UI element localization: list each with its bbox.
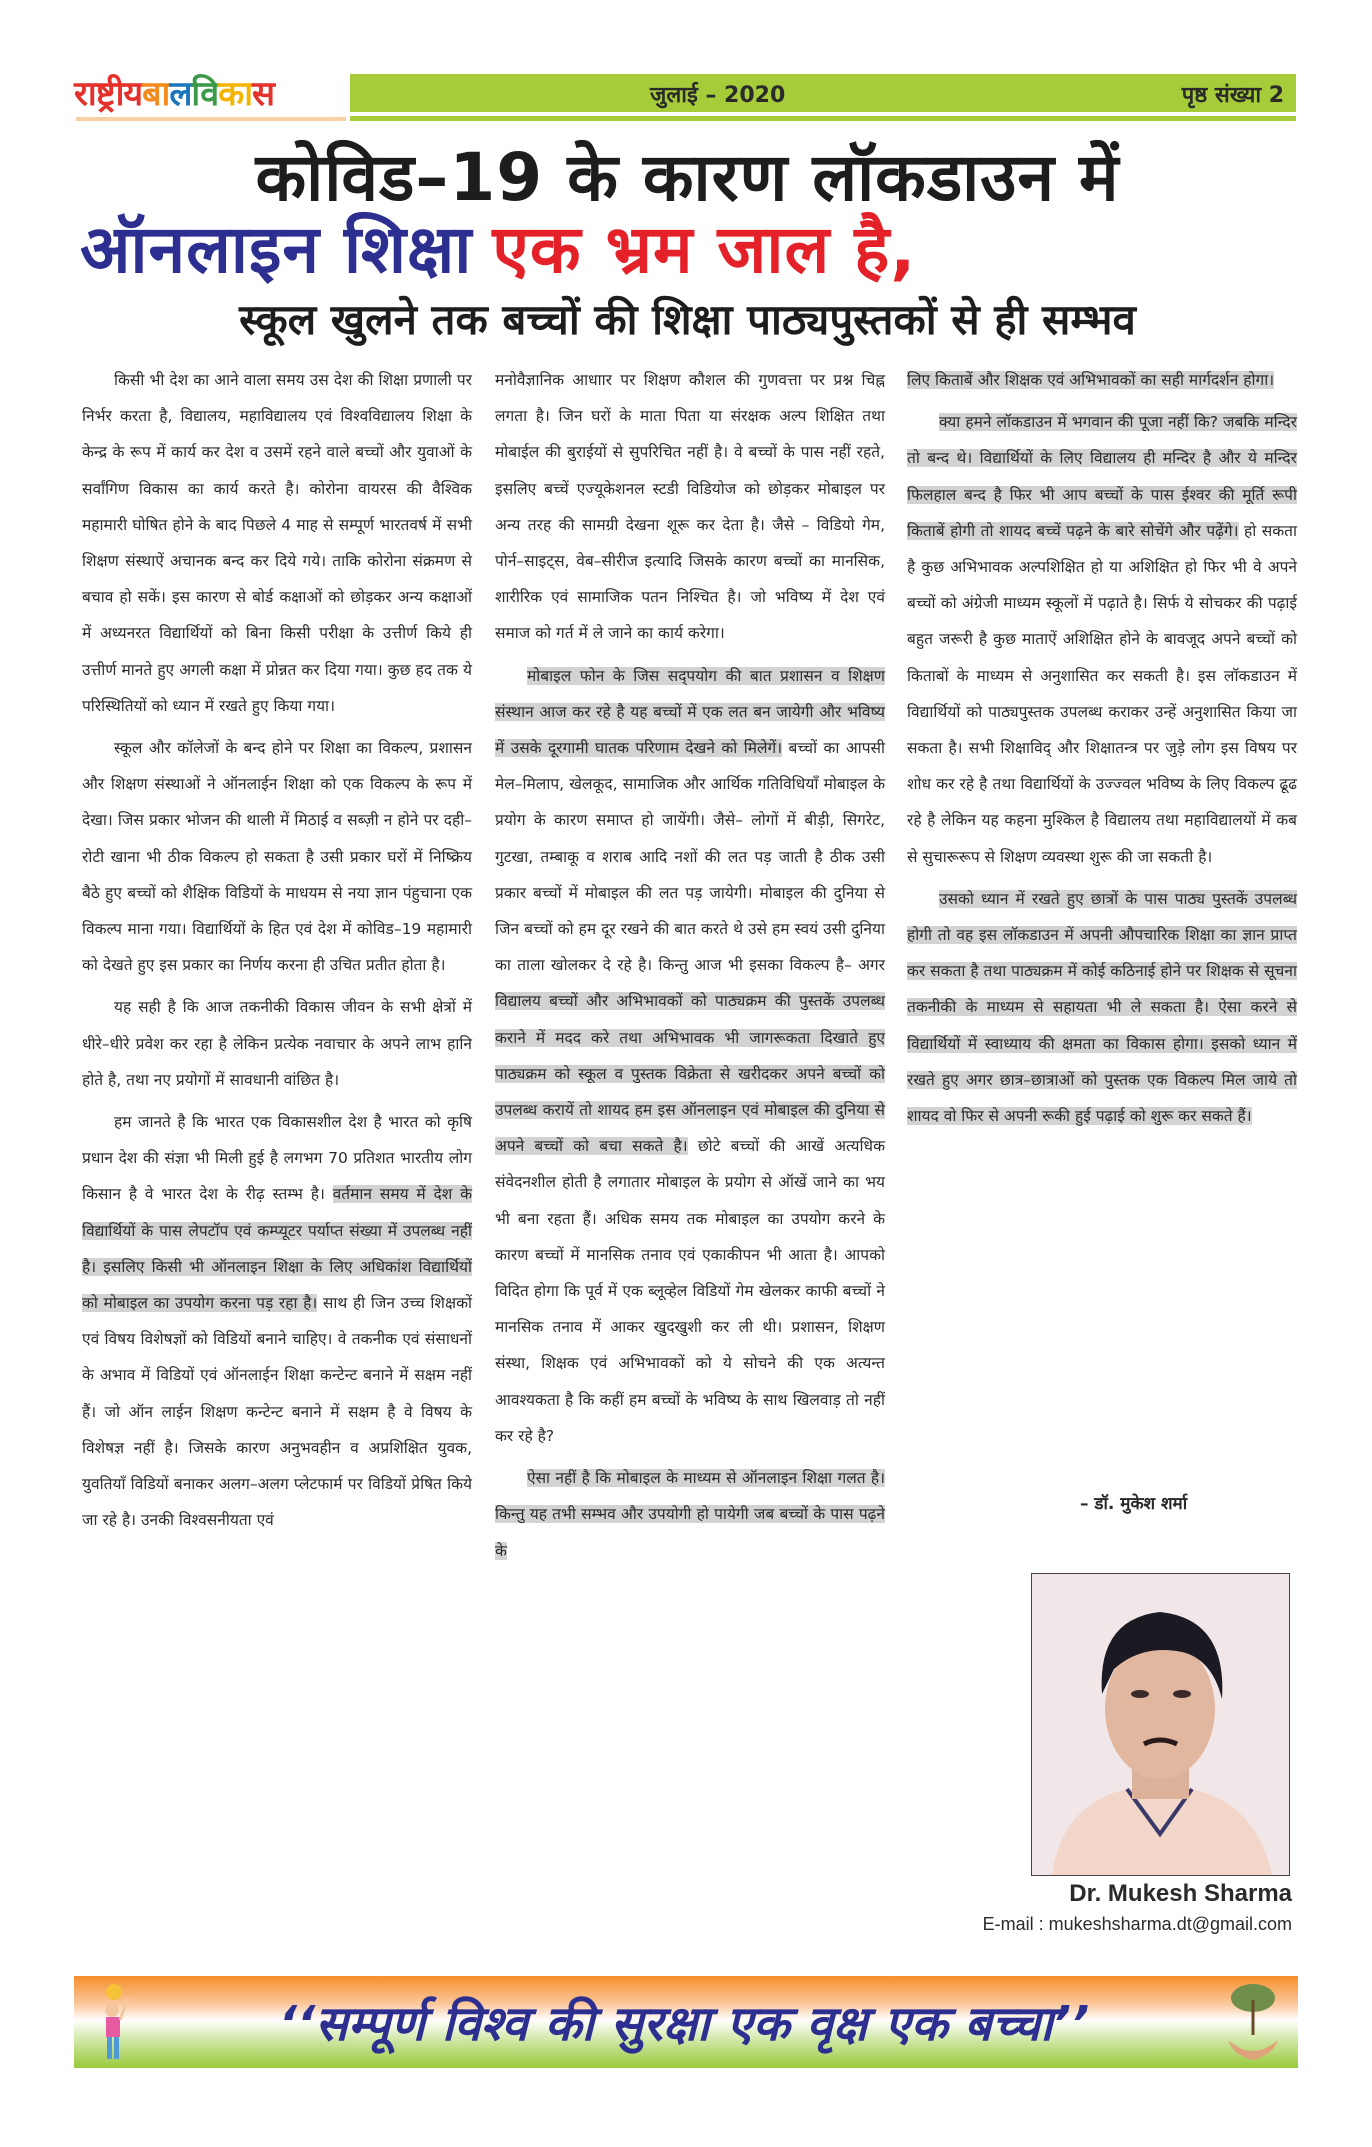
header-bar bbox=[350, 74, 1296, 112]
article-paragraph bbox=[495, 362, 885, 652]
logo-part: वि bbox=[191, 74, 219, 114]
article-column-3 bbox=[907, 362, 1297, 1140]
subheadline: स्कूल खुलने तक बच्चों की शिक्षा पाठ्यपुस्तकों से ही सम्भव bbox=[239, 295, 1136, 344]
article-paragraph bbox=[495, 1460, 885, 1569]
highlighted-text: विद्यालय बच्चों और अभिभावकों को पाठ्यक्रम की पुस्तकें उपलब्ध कराने में मदद करे तथा अभिभावक भी जागरूकता दिखाते हुए पाठ्यक्रम को स्कूल व पुस्तक विक्रेता से खरीदकर अपने बच्चों को उपलब्ध करायें तो शायद हम इस ऑनलाइन एवं मोबाइल की दुनिया से अपने बच्चों को बचा सकते है। bbox=[495, 992, 885, 1156]
header-rule bbox=[350, 116, 1296, 121]
article-paragraph bbox=[82, 362, 472, 724]
highlighted-text: लिए किताबें और शिक्षक एवं अभिभावकों का सही मार्गदर्शन होगा। bbox=[907, 371, 1275, 389]
slogan-banner bbox=[74, 1976, 1298, 2068]
masthead bbox=[74, 72, 1296, 122]
highlighted-text: वर्तमान समय में देश के विद्यार्थियों के पास लेपटॉप एवं कम्प्यूटर पर्याप्त संख्या में उपलब्ध नहीं है। इसलिए किसी भी ऑनलाइन शिक्षा के लिए अधिकांश विद्यार्थियों को मोबाइल का उपयोग करना पड़ रहा है। bbox=[82, 1185, 473, 1313]
logo-part: का bbox=[218, 74, 253, 114]
article-paragraph bbox=[82, 989, 472, 1098]
body-text: मनोवैज्ञानिक आधाार पर शिक्षण कौशल की गुणवत्ता पर प्रश्न चिह्न लगता है। जिन घरों के माता पिता या संरक्षक अल्प शिक्षित तथा मोबाईल की बुराईयों से सुपरिचित नहीं है। वे बच्चों के पास नहीं रहते, इसलिए बच्चें एज्यूकेशनल स्टडी विडियोज को छोड़कर मोबाइल पर अन्य तरह की सामग्री देखना शूरू कर देता है। जैसे – विडियो गेम, पोर्न–साइट्स, वेब–सीरीज इत्यादि जिसके कारण बच्चों का मानसिक, शारीरिक एवं सामाजिक पतन निश्चित है। जो भविष्य में देश एवं समाज को गर्त में ले जाने का कार्य करेगा। bbox=[495, 371, 885, 643]
slogan-text: ‘‘सम्पूर्ण विश्व की सुरक्षा एक वृक्ष एक बच्चा’’ bbox=[278, 1996, 1090, 2052]
body-text: किसी भी देश का आने वाला समय उस देश की शिक्षा प्रणाली पर निर्भर करता है, विद्यालय, महाविद्यालय एवं विश्वविद्यालय शिक्षा के केन्द्र के रूप में कार्य कर देश व उसमें रहने वाले बच्चों और युवाओं के सर्वांगिण विकास का कार्य करते है। कोरोना वायरस की वैश्विक महामारी घोषित होने के बाद पिछले 4 माह से सम्पूर्ण भारतवर्ष में सभी शिक्षण संस्थाऐं अचानक बन्द कर दिये गये। ताकि कोरोना संक्रमण से बचाव हो सकें। इस कारण से बोर्ड कक्षाओं को छोड़कर अन्य कक्षाओं में अध्यनरत विद्यार्थियों को बिना किसी परीक्षा के उत्तीर्ण किये ही उत्तीर्ण मानते हुए अगली कक्षा में प्रोन्नत कर दिया गया। कुछ हद तक ये परिस्थितियों को ध्यान में रखते हुए किया गया। bbox=[82, 371, 472, 715]
logo-part: बा bbox=[142, 74, 170, 114]
article-paragraph bbox=[907, 362, 1297, 398]
logo-part: ल bbox=[169, 74, 192, 114]
article-column-1 bbox=[82, 362, 472, 1545]
article-paragraph bbox=[495, 658, 885, 1454]
highlighted-text: उसको ध्यान में रखते हुए छात्रों के पास पाठ्य पुस्तकें उपलब्ध होगी तो वह इस लॉकडाउन में अपनी औपचारिक शिक्षा का ज्ञान प्राप्त कर सकता है तथा पाठ्यक्रम में कोई कठिनाई होने पर शिक्षक से सूचना तकनीकी के माध्यम से सहायता भी ले सकता है। ऐसा करने से विद्यार्थियों में स्वाध्याय की क्षमता का विकास होगा। इसको ध्यान में रखते हुए अगर छात्र–छात्राओं को पुस्तक एक विकल्प मिल जाये तो शायद वो फिर से अपनी रूकी हुई पढ़ाई को शुरू कर सकते हैं। bbox=[907, 889, 1298, 1126]
publication-logo bbox=[74, 72, 274, 120]
body-text: बच्चों का आपसी मेल–मिलाप, खेलकूद, सामाजिक और आर्थिक गतिविधियाँ मोबाइल के प्रयोग के कारण समाप्त हो जायेंगी। जैसे– लोगों में बीड़ी, सिगरेट, गुटखा, तम्बाकू व शराब आदि नशों की लत पड़ जाती है ठीक उसी प्रकार बच्चों में मोबाइल की लत पड़ जायेगी। मोबाइल की दुनिया से जिन बच्चों को हम दूर रखने की बात करते थे उसे हम स्वयं उसी दुनिया का ताला खोलकर दे रहे है। किन्तु आज भी इसका विकल्प है– अगर bbox=[495, 739, 885, 975]
author-name: Dr. Mukesh Sharma bbox=[1069, 1880, 1292, 1907]
highlighted-text: ऐसा नहीं है कि मोबाइल के माध्यम से ऑनलाइन शिक्षा गलत है। किन्तु यह तभी सम्भव और उपयोगी हो पायेगी जब बच्चों के पास पढ़ने के bbox=[495, 1469, 885, 1560]
article-paragraph bbox=[907, 881, 1297, 1134]
article-paragraph bbox=[907, 404, 1297, 875]
highlighted-text: क्या हमने लॉकडाउन में भगवान की पूजा नहीं कि? जबकि मन्दिर तो बन्द थे। विद्यार्थियों के लिए विद्यालय ही मन्दिर है और ये मन्दिर फिलहाल बन्द है फिर भी आप बच्चों के पास ईश्वर की मूर्ति रूपी किताबें होगी तो शायद बच्चें पढ़ने के बारे सोचेंगे और पढ़ेंगे। bbox=[907, 413, 1297, 540]
body-text: यह सही है कि आज तकनीकी विकास जीवन के सभी क्षेत्रों में धीरे–धीरे प्रवेश कर रहा है लेकिन प्रत्येक नवाचार के अपने लाभ हानि होते है, तथा नए प्रयोगों में सावधानी वांछित है। bbox=[82, 998, 472, 1089]
body-text: हम जानते है कि भारत एक विकासशील देश है भारत को कृषि प्रधान देश की संज्ञा भी मिली हुई है लगभग 70 प्रतिशत भारतीय लोग किसान है वे भारत देश के रीढ़ स्तम्भ है। bbox=[82, 1113, 472, 1204]
byline: – डॉ. मुकेश शर्मा bbox=[1080, 1494, 1188, 1514]
dancing-child-icon bbox=[84, 1980, 154, 2064]
article-column-2 bbox=[495, 362, 885, 1575]
author-email: E-mail : mukeshsharma.dt@gmail.com bbox=[982, 1914, 1292, 1934]
body-text: स्कूल और कॉलेजों के बन्द होने पर शिक्षा का विकल्प, प्रशासन और शिक्षण संस्थाओं ने ऑनलाईन शिक्षा को एक विकल्प के रूप में देखा। जिस प्रकार भोजन की थाली में मिठाई व सब्ज़ी न होने पर दही–रोटी खाना भी ठीक विकल्प हो सकता है उसी प्रकार घरों में निष्क्रिय बैठे हुए बच्चों को शैक्षिक विडियों के माधयम से नया ज्ञान पंहुचाना एक विकल्प माना गया। विद्यार्थियों के हित एवं देश में कोविड–19 महामारी को देखते हुए इस प्रकार का निर्णय करना ही उचित प्रतीत होता है। bbox=[82, 739, 472, 975]
highlighted-text: मोबाइल फोन के जिस सद्पयोग की बात प्रशासन व शिक्षण संस्थान आज कर रहे है यह बच्चों में एक लत बन जायेगी और भविष्य में उसके दूरगामी घातक परिणाम देखने को मिलेगें। bbox=[495, 666, 885, 758]
logo-part: राष्ट्रीय bbox=[74, 74, 143, 114]
headline-red-part: एक भ्रम जाल है, bbox=[492, 211, 917, 288]
author-portrait-icon bbox=[1032, 1574, 1289, 1875]
body-text: छोटे बच्चों की आखें अत्यधिक संवेदनशील होती है लगातार मोबाइल के प्रयोग से ऑखें जाने का भय भी बना रहता हैं। अधिक समय तक मोबाइल का उपयोग करने के कारण बच्चों में मानसिक तनाव एवं एकाकीपन भी आता है। आपको विदित होगा कि पूर्व में एक ब्लूव्हेल विडियों गेम खेलकर काफी बच्चों ने मानसिक तनाव में आकर खुदखुशी कर ली थी। प्रशासन, शिक्षण संस्था, शिक्षक एवं अभिभावकों को ये सोचने की एक अत्यन्त आवश्यकता है कि कहीं हम बच्चों के भविष्य के साथ खिलवाड़ तो नहीं कर रहे है? bbox=[495, 1137, 885, 1445]
sapling-in-hands-icon bbox=[1218, 1980, 1288, 2064]
page-number: पृष्ठ संख्या 2 bbox=[1181, 83, 1284, 108]
body-text: साथ ही जिन उच्च शिक्षकों एवं विषय विशेषज्ञों को विडियों बनाने चाहिए। वे तकनीक एवं संसाधनों के अभाव में विडियों एवं ऑनलाईन शिक्षा कन्टेन्ट बनाने में सक्षम नहीं हैं। जो ऑन लाईन शिक्षण कन्टेन्ट बनाने में सक्षम है वे विषय के विशेषज्ञ नहीं है। जिसके कारण अनुभवहीन व अप्रशिक्षित युवक, युवतियाँ विडियों बनाकर अलग–अलग प्लेटफार्म पर विडियों प्रेषित किये जा रहे है। उनकी विश्वसनीयता एवं bbox=[82, 1294, 472, 1530]
logo-part: स bbox=[252, 74, 275, 114]
headline-blue-part: ऑनलाइन शिक्षा bbox=[80, 211, 473, 288]
article-paragraph bbox=[82, 730, 472, 983]
author-photo bbox=[1031, 1573, 1290, 1876]
body-text: हो सकता है कुछ अभिभावक अल्पशिक्षित हो या अशिक्षित हो फिर भी वे अपने बच्चों को अंग्रेजी माध्यम स्कूलों में पढ़ाते है। सिर्फ ये सोचकर की पढ़ाई बहुत जरूरी है कुछ माताऐं अशिक्षित होने के बावजूद अपने बच्चों को किताबों के माध्यम से अनुशासित कर सकती है। इस लॉकडाउन में विद्यार्थियों को पाठ्यपुस्तक उपलब्ध कराकर उन्हें अनुशासित किया जा सकता है। सभी शिक्षाविद् और शिक्षातन्त्र पर जुड़े लोग इस विषय पर शोध कर रहे है तथा विद्यार्थियों के उज्ज्वल भविष्य के लिए विकल्प ढूढ रहे है लेकिन यह कहना मुश्किल है विद्यालय तथा महाविद्यालयों में कब से सुचारूरूप से शिक्षण व्यवस्था शुरू की जा सकती है। bbox=[907, 521, 1297, 866]
headline-line-2 bbox=[80, 212, 1295, 288]
headline-line-1: कोविड–19 के कारण लॉकडाउन में bbox=[255, 139, 1120, 216]
article-paragraph bbox=[82, 1104, 472, 1538]
logo-underline bbox=[76, 117, 346, 121]
issue-date: जुलाई – 2020 bbox=[650, 83, 786, 108]
